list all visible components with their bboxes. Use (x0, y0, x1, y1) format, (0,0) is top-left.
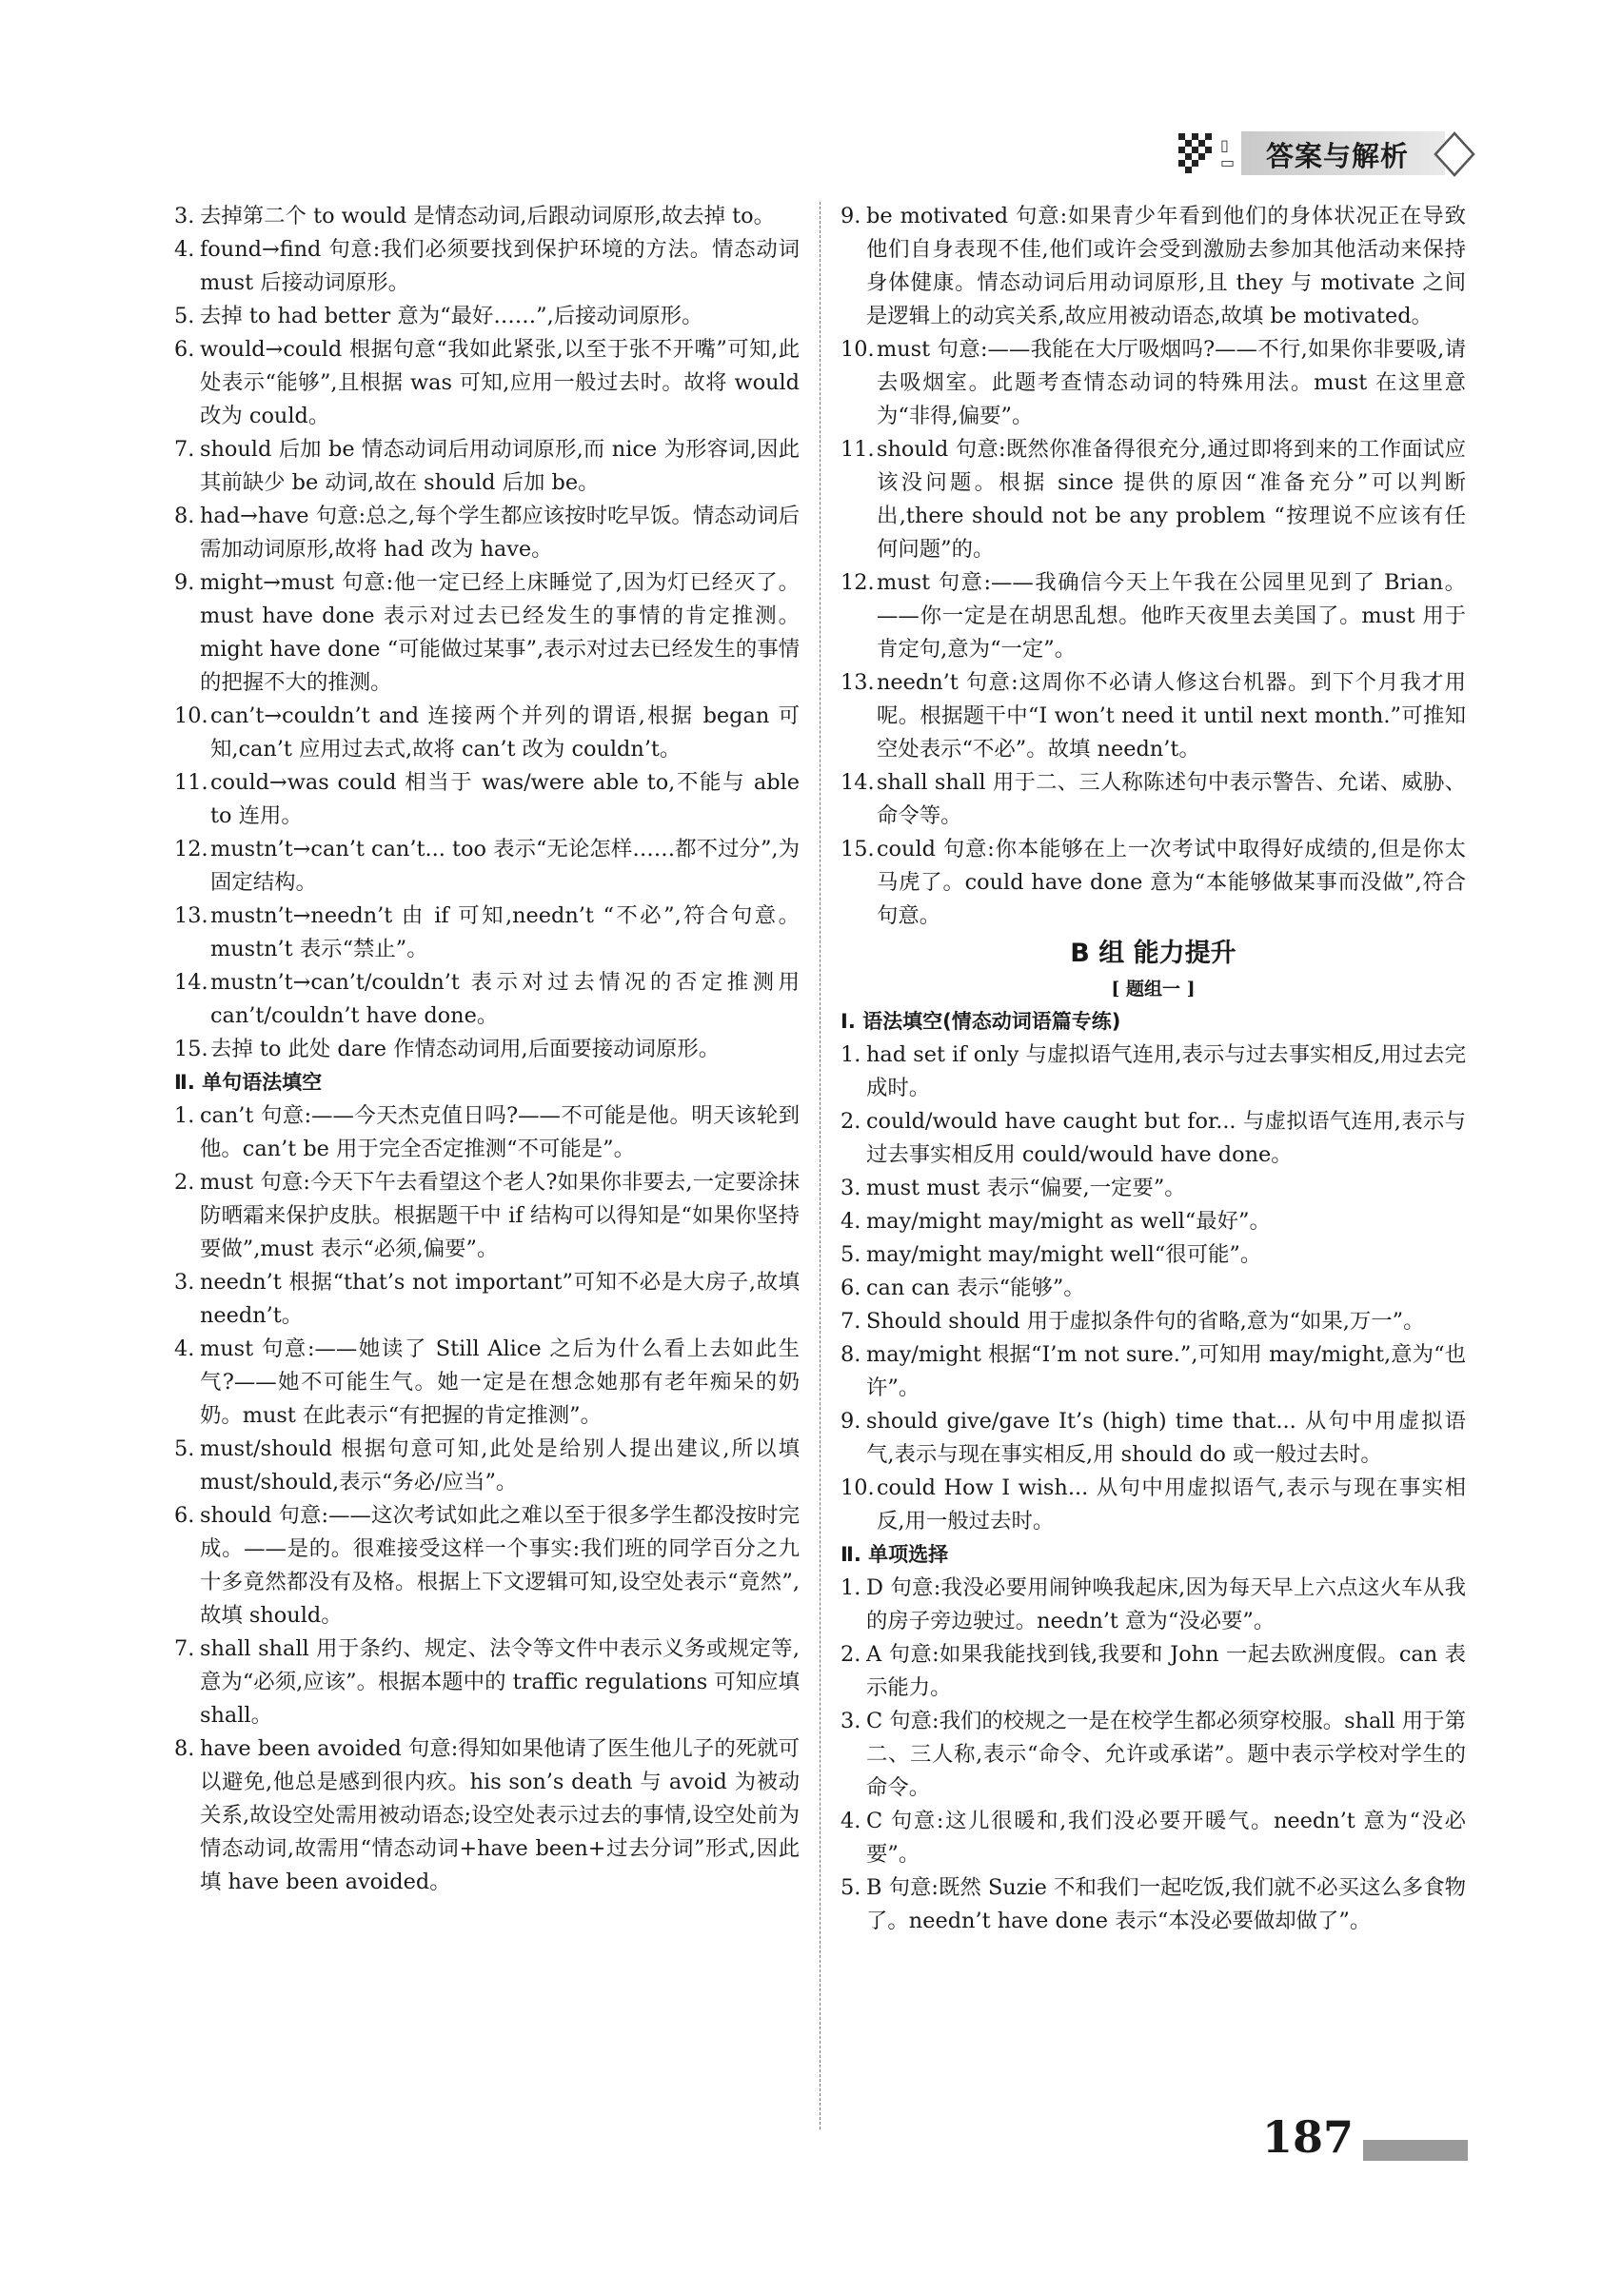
item-number: 3. (174, 204, 195, 228)
item-text: would→could 根据句意“我如此紧张,以至于张不开嘴”可知,此处表示“能够”,且根据 was 可知,应用一般过去时。故将 would 改为 could。 (200, 337, 800, 428)
item-text: mustn’t→needn’t 由 if 可知,needn’t “不必”,符合句意。mustn’t 表示“禁止”。 (210, 903, 800, 961)
item-number: 11. (174, 770, 208, 795)
section-heading: Ⅱ. 单项选择 (841, 1543, 949, 1566)
item-number: 2. (841, 1109, 861, 1134)
answer-item (841, 200, 1466, 333)
answer-item (174, 333, 800, 433)
header-title: 答案与解析 (1266, 140, 1410, 172)
item-text: could How I wish... 从句中用虚拟语气,表示与现在事实相反,用一般过去时。 (877, 1475, 1466, 1534)
item-text: D 句意:我没必要用闹钟唤我起床,因为每天早上六点这火车从我的房子旁边驶过。needn’t 意为“没必要”。 (866, 1575, 1466, 1633)
item-text: found→find 句意:我们必须要找到保护环境的方法。情态动词 must 后接动词原形。 (200, 237, 800, 295)
section-heading: Ⅰ. 语法填空(情态动词语篇专练) (841, 1010, 1121, 1033)
item-text: may/might may/might well“很可能”。 (866, 1242, 1262, 1267)
answer-item (841, 1105, 1466, 1172)
answer-item (841, 1205, 1466, 1238)
item-text: needn’t 句意:这周你不必请人修这台机器。到下个月我才用呢。根据题干中“I won’t need it until next month.”可推知空处表示“不必”。故填 needn’t。 (877, 670, 1466, 762)
item-text: 去掉第二个 to would 是情态动词,后跟动词原形,故去掉 to。 (200, 204, 776, 228)
item-number: 5. (174, 1436, 195, 1461)
item-text: should give/gave It’s (high) time that... 从句中用虚拟语气,表示与现在事实相反,用 should do 或一般过去时。 (866, 1409, 1466, 1467)
answer-item (841, 766, 1466, 833)
item-text: can’t→couldn’t and 连接两个并列的谓语,根据 began 可知,can’t 应用过去式,故将 can’t 改为 couldn’t。 (210, 703, 800, 762)
answer-item (174, 300, 800, 333)
answer-item (174, 766, 800, 833)
item-number: 9. (841, 204, 861, 228)
item-number: 2. (841, 1642, 861, 1667)
answer-item (174, 833, 800, 900)
item-number: 14. (841, 770, 875, 795)
answer-item (841, 1405, 1466, 1472)
page-mark-icon: ▯ ▭ (1220, 136, 1236, 171)
item-number: 14. (174, 970, 208, 995)
subgroup-heading: [ 题组一 ] (1111, 979, 1196, 1000)
answer-item (174, 233, 800, 300)
item-number: 15. (841, 837, 875, 861)
item-number: 4. (174, 1336, 195, 1361)
answer-item (841, 1172, 1466, 1205)
item-number: 4. (841, 1809, 861, 1833)
item-number: 5. (841, 1875, 861, 1900)
item-number: 6. (174, 337, 195, 362)
item-number: 1. (841, 1042, 861, 1067)
item-number: 7. (174, 437, 195, 462)
footer-bar (1363, 2140, 1468, 2161)
item-number: 9. (174, 570, 195, 595)
item-text: should 后加 be 情态动词后用动词原形,而 nice 为形容词,因此其前缺少 be 动词,故在 should 后加 be。 (200, 437, 800, 495)
item-text: must/should 根据句意可知,此处是给别人提出建议,所以填 must/should,表示“务必/应当”。 (200, 1436, 800, 1494)
item-text: might→must 句意:他一定已经上床睡觉了,因为灯已经灭了。must have done 表示对过去已经发生的事情的肯定推测。might have done “可能做过某事”,表示对过去已经发生的事情的把握不大的推测。 (200, 570, 800, 695)
section-heading: Ⅱ. 单句语法填空 (174, 1071, 323, 1094)
answer-item (841, 1638, 1466, 1705)
answer-item (841, 1338, 1466, 1405)
page-number: 187 (1262, 2111, 1355, 2163)
item-text: can can 表示“能够”。 (866, 1276, 1085, 1300)
item-text: shall shall 用于二、三人称陈述句中表示警告、允诺、威胁、命令等。 (877, 770, 1466, 828)
item-text: can’t 句意:——今天杰克值日吗?——不可能是他。明天该轮到他。can’t be 用于完全否定推测“不可能是”。 (200, 1103, 800, 1161)
item-text: C 句意:这儿很暖和,我们没必要开暖气。needn’t 意为“没必要”。 (866, 1809, 1466, 1867)
item-text: A 句意:如果我能找到钱,我要和 John 一起去欧洲度假。can 表示能力。 (866, 1642, 1466, 1700)
item-number: 10. (174, 703, 208, 728)
item-text: shall shall 用于条约、规定、法令等文件中表示义务或规定等,意为“必须,应该”。根据本题中的 traffic regulations 可知应填 shall。 (200, 1636, 800, 1728)
item-text: B 句意:既然 Suzie 不和我们一起吃饭,我们就不必买这么多食物了。needn’t have done 表示“本没必要做却做了”。 (866, 1875, 1466, 1933)
item-number: 4. (174, 237, 195, 262)
answer-item (841, 566, 1466, 666)
item-number: 3. (841, 1709, 861, 1733)
item-number: 8. (841, 1342, 861, 1367)
item-number: 13. (841, 670, 875, 695)
answer-item (174, 1099, 800, 1166)
item-number: 11. (841, 437, 875, 462)
item-text: be motivated 句意:如果青少年看到他们的身体状况正在导致他们自身表现不佳,他们或许会受到激励去参加其他活动来保持身体健康。情态动词后用动词原形,且 they 与 motivate 之间是逻辑上的动宾关系,故应用被动语态,故填 be motivated。 (866, 204, 1466, 328)
answer-item (174, 700, 800, 766)
item-number: 4. (841, 1209, 861, 1234)
item-text: mustn’t→can’t can’t... too 表示“无论怎样……都不过分”,为固定结构。 (210, 837, 800, 895)
item-number: 5. (174, 304, 195, 328)
item-text: should 句意:既然你准备得很充分,通过即将到来的工作面试应该没问题。根据 since 提供的原因“准备充分”可以判断出,there should not be any problem “按理说不应该有任何问题”的。 (877, 437, 1466, 562)
right-column (841, 200, 1466, 1938)
item-text: may/might 根据“I’m not sure.”,可知用 may/might,意为“也许”。 (866, 1342, 1466, 1400)
item-number: 2. (174, 1170, 195, 1195)
item-text: must 句意:——她读了 Still Alice 之后为什么看上去如此生气?——她不可能生气。她一定是在想念她那有老年痴呆的奶奶。must 在此表示“有把握的肯定推测”。 (200, 1336, 800, 1428)
answer-item (174, 1499, 800, 1633)
item-text: had set if only 与虚拟语气连用,表示与过去事实相反,用过去完成时。 (866, 1042, 1466, 1100)
answer-item (841, 1472, 1466, 1538)
item-number: 5. (841, 1242, 861, 1267)
header-band (1241, 131, 1445, 175)
item-number: 6. (174, 1503, 195, 1528)
item-text: could→was could 相当于 was/were able to,不能与 able to 连用。 (210, 770, 800, 828)
item-number: 13. (174, 903, 208, 928)
item-number: 3. (174, 1270, 195, 1295)
item-number: 12. (841, 570, 875, 595)
item-number: 7. (174, 1636, 195, 1661)
answer-item (841, 1805, 1466, 1871)
item-text: have been avoided 句意:得知如果他请了医生他儿子的死就可以避免,他总是感到很内疚。his son’s death 与 avoid 为被动关系,故设空处需用被动语态;设空处表示过去的事情,设空处前为情态动词,故需用“情态动词+have been+过去分词”形式,因此填 have been avoided。 (200, 1736, 800, 1894)
answer-item (841, 666, 1466, 766)
answer-item (841, 1039, 1466, 1105)
item-text: should 句意:——这次考试如此之难以至于很多学生都没按时完成。——是的。很难接受这样一个事实:我们班的同学百分之九十多竟然都没有及格。根据上下文逻辑可知,设空处表示“竟然”,故填 should。 (200, 1503, 800, 1628)
item-text: 去掉 to had better 意为“最好……”,后接动词原形。 (200, 304, 703, 328)
item-number: 1. (841, 1575, 861, 1600)
answer-item (841, 333, 1466, 433)
answer-item (174, 1033, 800, 1066)
item-number: 1. (174, 1103, 195, 1128)
item-text: must must 表示“偏要,一定要”。 (866, 1176, 1186, 1200)
item-text: C 句意:我们的校规之一是在校学生都必须穿校服。shall 用于第二、三人称,表示“命令、允许或承诺”。题中表示学校对学生的命令。 (866, 1709, 1466, 1800)
group-heading: B 组 能力提升 (1070, 939, 1236, 968)
answer-item (841, 1871, 1466, 1938)
item-number: 9. (841, 1409, 861, 1434)
answer-item (841, 1305, 1466, 1338)
diamond-tip-icon (1434, 131, 1475, 177)
item-number: 6. (841, 1276, 861, 1300)
answer-item (174, 1732, 800, 1899)
item-number: 10. (841, 1475, 875, 1500)
item-text: Should should 用于虚拟条件句的省略,意为“如果,万一”。 (866, 1309, 1425, 1334)
item-text: could/would have caught but for... 与虚拟语气连用,表示与过去事实相反用 could/would have done。 (866, 1109, 1466, 1167)
item-text: must 句意:——我确信今天上午我在公园里见到了 Brian。——你一定是在胡思乱想。他昨天夜里去美国了。must 用于肯定句,意为“一定”。 (877, 570, 1466, 662)
answer-item (174, 966, 800, 1033)
column-divider (820, 202, 821, 2129)
answer-item (174, 1266, 800, 1333)
item-text: may/might may/might as well“最好”。 (866, 1209, 1271, 1234)
item-text: had→have 句意:总之,每个学生都应该按时吃早饭。情态动词后需加动词原形,故将 had 改为 have。 (200, 504, 800, 562)
left-column (174, 200, 800, 1899)
answer-item (174, 200, 800, 233)
answer-item (174, 1166, 800, 1266)
item-text: mustn’t→can’t/couldn’t 表示对过去情况的否定推测用 can’t/couldn’t have done。 (210, 970, 800, 1028)
item-text: needn’t 根据“that’s not important”可知不必是大房子,故填 needn’t。 (200, 1270, 800, 1328)
answer-item (841, 833, 1466, 933)
item-number: 10. (841, 337, 875, 362)
item-number: 8. (174, 1736, 195, 1761)
item-text: must 句意:——我能在大厅吸烟吗?——不行,如果你非要吸,请去吸烟室。此题考查情态动词的特殊用法。must 在这里意为“非得,偏要”。 (877, 337, 1466, 428)
answer-item (174, 1333, 800, 1433)
item-text: must 句意:今天下午去看望这个老人?如果你非要去,一定要涂抹防晒霜来保护皮肤。根据题干中 if 结构可以得知是“如果你坚持要做”,must 表示“必须,偏要”。 (200, 1170, 800, 1261)
answer-item (174, 566, 800, 700)
item-number: 7. (841, 1309, 861, 1334)
answer-item (174, 1433, 800, 1499)
item-text: 去掉 to 此处 dare 作情态动词用,后面要接动词原形。 (210, 1037, 721, 1061)
answer-item (841, 1272, 1466, 1305)
answer-item (841, 433, 1466, 566)
item-number: 3. (841, 1176, 861, 1200)
item-number: 12. (174, 837, 208, 861)
answer-item (174, 433, 800, 500)
item-number: 15. (174, 1037, 208, 1061)
answer-item (841, 1238, 1466, 1272)
item-text: could 句意:你本能够在上一次考试中取得好成绩的,但是你太马虎了。could have done 意为“本能够做某事而没做”,符合句意。 (877, 837, 1466, 928)
answer-item (174, 1633, 800, 1732)
answer-item (174, 900, 800, 966)
item-number: 8. (174, 504, 195, 528)
answer-item (841, 1705, 1466, 1805)
answer-item (174, 500, 800, 566)
header-badge (1178, 122, 1464, 183)
answer-item (841, 1572, 1466, 1638)
